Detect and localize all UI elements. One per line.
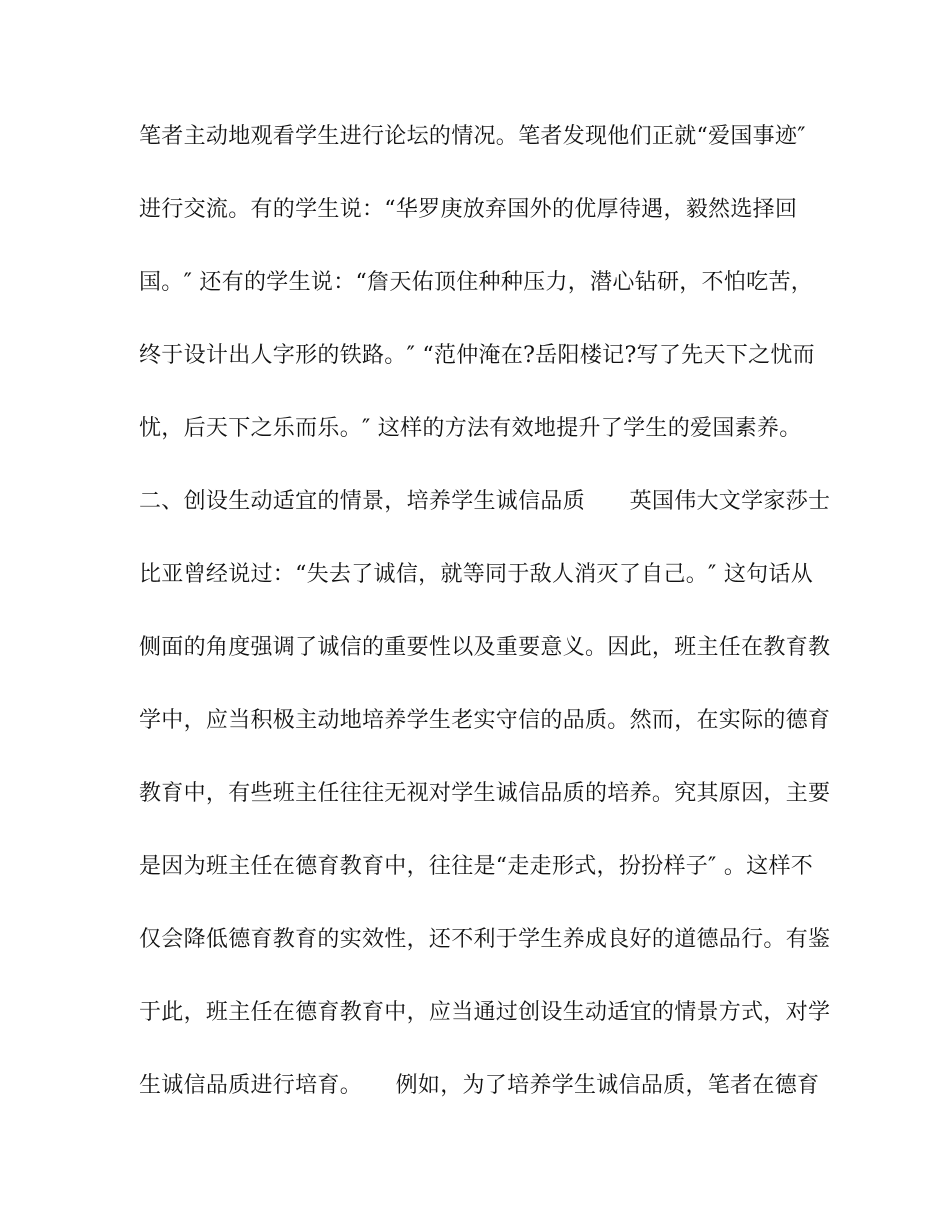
text-line-3: 国。″ 还有的学生说：“詹天佑顶住种种压力，潜心钻研，不怕吃苦， <box>139 270 814 295</box>
text-line-7: 比亚曾经说过：“失去了诚信，就等同于敌人消灭了自己。″ 这句话从 <box>139 562 814 587</box>
text-line-14: 生诚信品质进行培育。 例如，为了培养学生诚信品质，笔者在德育 <box>139 1073 820 1098</box>
section-heading-line: 二、创设生动适宜的情景，培养学生诚信品质 英国伟大文学家莎士 <box>139 489 831 514</box>
text-line-1: 笔者主动地观看学生进行论坛的情况。笔者发现他们正就“爱国事迹″ <box>139 124 806 149</box>
body-text <box>139 119 829 1141</box>
text-line-11: 是因为班主任在德育教育中，往往是“走走形式，扮扮样子″ 。这样不 <box>139 854 814 879</box>
text-line-9: 学中，应当积极主动地培养学生老实守信的品质。然而，在实际的德育 <box>139 708 831 733</box>
text-line-12: 仅会降低德育教育的实效性，还不利于学生养成良好的道德品行。有鉴 <box>139 927 831 952</box>
text-line-10: 教育中，有些班主任往往无视对学生诚信品质的培养。究其原因，主要 <box>139 781 831 806</box>
text-line-5: 忧，后天下之乐而乐。″ 这样的方法有效地提升了学生的爱国素养。 <box>139 416 802 441</box>
text-line-2: 进行交流。有的学生说：“华罗庚放弃国外的优厚待遇，毅然选择回 <box>139 197 798 222</box>
text-line-4: 终于设计出人字形的铁路。″ “范仲淹在?岳阳楼记?写了先天下之忧而 <box>139 343 815 368</box>
text-line-13: 于此，班主任在德育教育中，应当通过创设生动适宜的情景方式，对学 <box>139 1000 831 1025</box>
text-line-8: 侧面的角度强调了诚信的重要性以及重要意义。因此，班主任在教育教 <box>139 635 831 660</box>
